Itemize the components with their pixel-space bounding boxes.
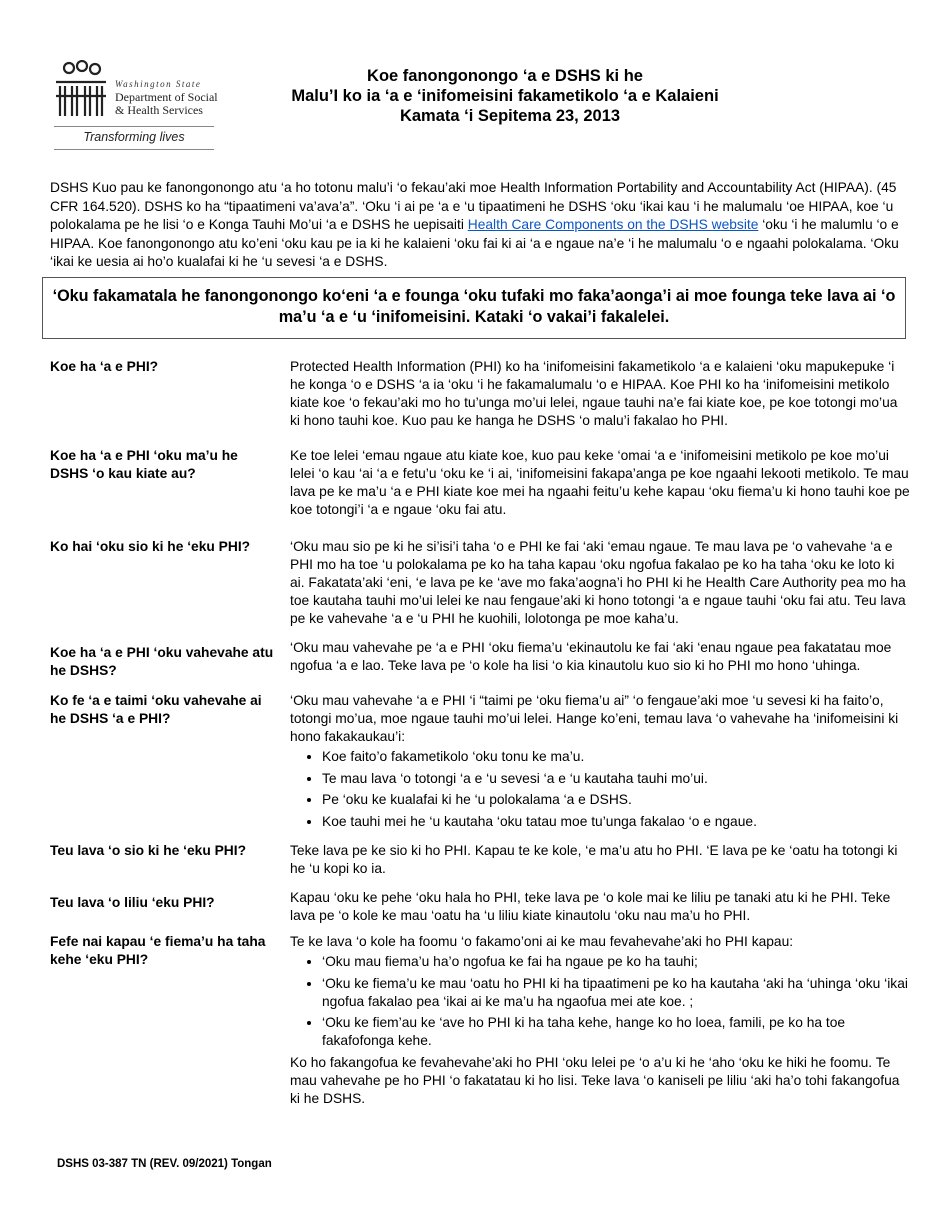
section-answer: Ke toe lelei ‘emau ngaue atu kiate koe, kuo pau keke ‘omai ‘a e ‘inifomeisini metikolo pe koe mo’ui lelei ‘o kau ‘ai ‘a e fetu’u ‘oku ke ‘i ai, ‘inifomeisini fakapa’anga pe koe ngaahi lekooti metikolo. Te mau lava pe ke ma’u ‘a e PHI kiate koe mei ha ngaahi feitu’u kehe kapau ‘oku fiema’u ki hono tauhi koe pe koe totongi’i ‘a e ngaue ‘oku fai atu. bbox=[290, 448, 910, 517]
title-line3: Kamata ‘i Sepitema 23, 2013 bbox=[399, 107, 621, 125]
list-item: • Koe faito’o fakametikolo ‘oku tonu ke ma’u. bbox=[322, 748, 910, 766]
bullet-list bbox=[290, 953, 910, 1050]
title-line2: Malu’I ko ia ‘a e ‘inifomeisini fakametikolo ‘a e Kalaieni bbox=[291, 87, 719, 105]
title-line1: Koe fanongonongo ‘a e DSHS ki he bbox=[367, 67, 643, 85]
section-answer: ‘Oku mau vahevahe ‘a e PHI ‘i “taimi pe ‘oku fiema’u ai” ‘o fengaue’aki moe ‘u sevesi ki ha faito’o, totongi mo’ua, moe ngaue tauhi mo’ui lelei. Hange ko’eni, temau lava ‘o vahevahe ha ‘inifomeisini ki hono fakakaukau’i: bbox=[290, 693, 899, 744]
section-question: Koe ha ‘a e PHI ‘oku vahevahe atu he DSHS? bbox=[50, 645, 274, 678]
list-item: • ‘Oku mau fiema’u ha’o ngofua ke fai ha ngaue pe ko ha tauhi; bbox=[322, 953, 910, 971]
section-question: Ko fe ‘a e taimi ‘oku vahevahe ai he DSHS ‘a e PHI? bbox=[50, 693, 262, 726]
section-answer: ‘Oku mau vahevahe pe ‘a e PHI ‘oku fiema’u ‘ekinautolu ke fai ‘aki ‘enau ngaue pea fakatatau moe ngofua ‘a e lao. Teke lava pe ‘o kole ha lisi ‘o kia kinautolu kuo sio ki ho PHI mo hono ‘uhinga. bbox=[290, 640, 892, 673]
list-item: • ‘Oku ke fiem’au ke ‘ave ho PHI ki ha taha kehe, hange ko ho loea, famili, pe ko ha toe fakafofonga kehe. bbox=[322, 1014, 910, 1050]
section-answer: Kapau ‘oku ke pehe ‘oku hala ho PHI, teke lava pe ‘o kole mai ke liliu pe tanaki atu ki he PHI. Teke lava pe ‘o kole ke mau ‘oatu ha ‘u liliu kiate kinautolu ‘oku nau ma’u ho PHI. bbox=[290, 890, 891, 923]
section-question: Koe ha ‘a e PHI? bbox=[50, 359, 159, 374]
section-question: Fefe nai kapau ‘e fiema’u ha taha kehe ‘eku PHI? bbox=[50, 934, 266, 967]
bullet-list bbox=[290, 748, 910, 831]
section-question: Teu lava ‘o liliu ‘eku PHI? bbox=[50, 895, 215, 910]
family-figures-icon bbox=[52, 60, 110, 120]
section-answer-block bbox=[290, 692, 910, 834]
logo-state: Washington State bbox=[115, 79, 202, 89]
dshs-logo bbox=[50, 58, 220, 153]
list-item: • ‘Oku ke fiema’u ke mau ‘oatu ho PHI ki ha tipaatimeni pe ko ha kautaha ‘aki ha ‘uhinga ‘oku ‘ikai ngofua fakalao pea ‘ikai ai ke ma’u ha ngaofua mei ate koe. ; bbox=[322, 975, 910, 1011]
logo-divider-top bbox=[54, 126, 214, 127]
list-item: • Pe ‘oku ke kualafai ki he ‘u polokalama ‘a e DSHS. bbox=[322, 791, 910, 809]
section-closing: Ko ho fakangofua ke fevahevahe’aki ho PHI ‘oku lelei pe ‘o a’u ki he ‘aho ‘oku ke hiki he foomu. Te mau vahevahe pe ho PHI ‘o fakatatau ki ho lisi. Teke lava ‘o kaniseli pe liliu ‘aki ha’o tohi fakangofua ki he DSHS. bbox=[290, 1054, 900, 1106]
logo-divider-bottom bbox=[54, 149, 214, 150]
list-item: • Te mau lava ‘o totongi ‘a e ‘u sevesi ‘a e ‘u kautaha tauhi mo’ui. bbox=[322, 770, 910, 788]
health-care-components-link[interactable]: Health Care Components on the DSHS website bbox=[467, 217, 759, 232]
section-answer: Teke lava pe ke sio ki ho PHI. Kapau te ke kole, ‘e ma’u atu ho PHI. ‘E lava pe ke ‘oatu ha totongi ki he ‘u kopi ko ia. bbox=[290, 843, 898, 876]
section-answer: Protected Health Information (PHI) ko ha ‘inifomeisini fakametikolo ‘a e kalaieni ‘oku mapukepuke ‘i he konga ‘o e DSHS ‘a ia ‘oku ‘i he fakamalumalu ‘o e HIPAA. Koe PHI ko ha ‘inifomeisini metikolo kiate koe ‘o fekau’aki mo ho tu’unga mo’ui lelei, ngaue tauhi na’e fai kiate koe, pe koe totongi mo’ua ki hono tauhi koe. Kuo pau ke hanga he DSHS ‘o malu’i fakalao ho PHI. bbox=[290, 359, 898, 428]
section-question: Teu lava ‘o sio ki he ‘eku PHI? bbox=[50, 843, 247, 858]
list-item: • Koe tauhi mei he ‘u kautaha ‘oku tatau moe tu’unga fakalao ‘o e ngaue. bbox=[322, 813, 910, 831]
notice-box: ‘Oku fakamatala he fanongonongo ko‘eni ‘a e founga ‘oku tufaki mo faka’aonga’i ai moe founga teke lava ai ‘o ma’u ‘a e ‘u ‘inifomeisini. Kataki ‘o vakai’i fakalelei. bbox=[42, 277, 906, 339]
intro-text-2: ‘oku ‘i he malumlu ‘o e HIPAA. Koe fanongonongo atu ko’eni ‘oku kau pe ia ki he kalaieni ‘oku fai ki ai ‘a e ngaue na’e ‘i he malumalu ‘o e ngaahi polokalama. ‘Oku ‘ikai ke uesia ai ho’o kualafai ki he ‘u sevesi ‘a e DSHS. bbox=[50, 217, 899, 269]
section-answer: Te ke lava ‘o kole ha foomu ‘o fakamo’oni ai ke mau fevahevahe’aki ho PHI kapau: bbox=[290, 934, 794, 949]
section-answer-block bbox=[290, 933, 910, 1108]
intro-paragraph bbox=[50, 179, 912, 272]
form-number-footer: DSHS 03-387 TN (REV. 09/2021) Tongan bbox=[57, 1158, 272, 1170]
section-question: Ko hai ‘oku sio ki he ‘eku PHI? bbox=[50, 539, 251, 554]
logo-tagline: Transforming lives bbox=[83, 130, 185, 144]
logo-dept-line1: Department of Social bbox=[115, 90, 218, 104]
intro-text-1: DSHS Kuo pau ke fanongonongo atu ‘a ho totonu malu’i ‘o fekau’aki moe Health Information Portability and Accountability Act (HIPAA). (45 CFR 164.520). DSHS ko ha “tipaatimeni va’ava’a”. ‘Oku ‘i ai pe ‘a e ‘u tipaatimeni he DSHS ‘oku ‘ikai kau ‘i he malumalu ‘oe HIPAA, koe ‘u polokalama pe he lisi ‘o e Konga Tauhi Mo’ui ‘a e DSHS he uepisaiti bbox=[50, 180, 897, 232]
section-question: Koe ha ‘a e PHI ‘oku ma’u he DSHS ‘o kau kiate au? bbox=[50, 448, 238, 481]
page-title bbox=[240, 66, 770, 126]
logo-dept-line2: & Health Services bbox=[115, 103, 203, 117]
section-answer: ‘Oku mau sio pe ki he si’isi’i taha ‘o e PHI ke fai ‘aki ‘emau ngaue. Te mau lava pe ‘o vahevahe ‘a e PHI mo ha toe ‘u polokalama pe ko ha taha kapau ‘oku ngofua fakalao pe ko ha taha ‘oku ke loto ki ai. Fakatata’aki ‘eni, ‘e lava pe ke ‘ave mo faka’aogna’i ho PHI ki he Health Care Authority pea mo ha toe kautaha tauhi mo’ui lelei ke nau fengaue’aki ki hono totongi ‘a e ngaue tauhi ‘oku fai atu. Teu lava pe ke vahevahe ‘a e ‘u PHI he kuohili, lolotonga pe moe kaha’u. bbox=[290, 539, 906, 626]
